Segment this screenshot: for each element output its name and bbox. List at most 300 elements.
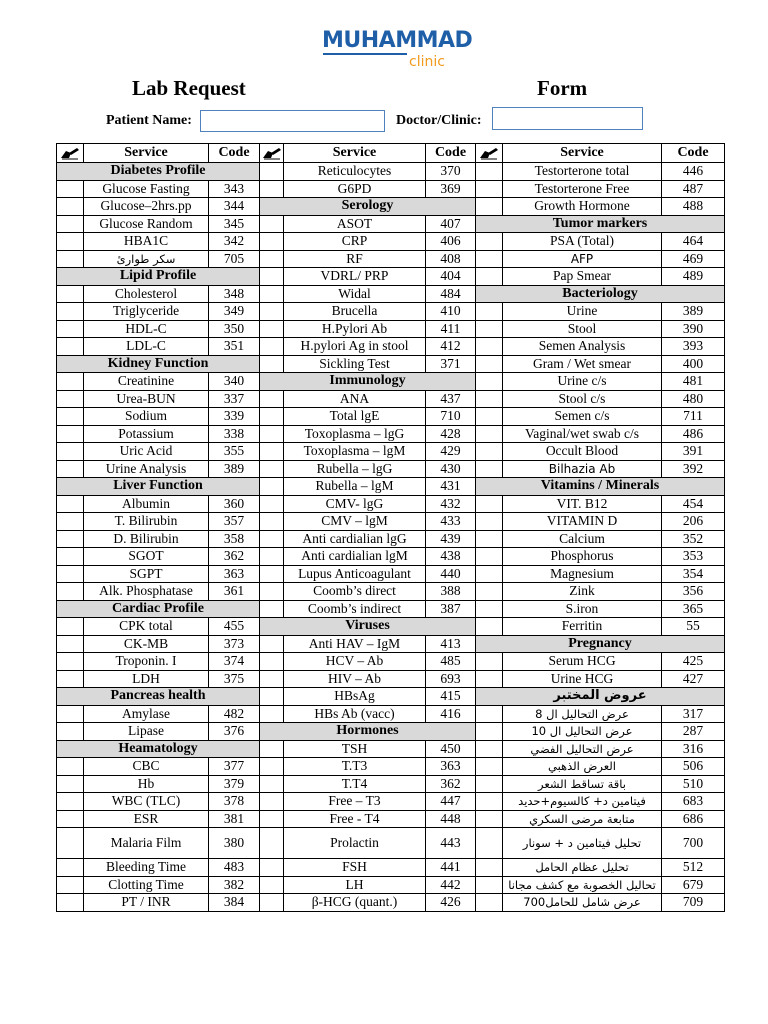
service-name: Lipase [84,723,209,741]
select-checkbox-serum-hcg[interactable] [476,653,503,671]
service-code: 413 [426,635,476,653]
service-code: 427 [662,670,725,688]
service-name: CPK total [84,618,209,636]
service-name: Clotting Time [84,876,209,894]
service-name: RF [284,250,426,268]
service-code: 408 [426,250,476,268]
select-checkbox-lupus-anticoagulant[interactable] [260,565,284,583]
service-name: CMV- lgG [284,495,426,513]
service-code: 384 [209,894,260,912]
service-code: 450 [426,740,476,758]
service-name: CBC [84,758,209,776]
service-name: T.T4 [284,775,426,793]
service-code: 345 [209,215,260,233]
select-checkbox-phosphorus[interactable] [476,548,503,566]
table-row [57,478,725,496]
select-checkbox-wbc-tlc[interactable] [57,793,84,811]
service-code: 206 [662,513,725,531]
table-row [57,670,725,688]
section-header-viruses: Viruses [260,618,476,636]
select-checkbox-t-t4[interactable] [260,775,284,793]
service-name: متابعة مرضى السكري [503,810,662,828]
select-checkbox-growth-hormone[interactable] [476,198,503,216]
select-checkbox-h-pylori-ag-in-stool[interactable] [260,338,284,356]
service-code: 693 [426,670,476,688]
service-code: 361 [209,583,260,601]
table-row [57,530,725,548]
service-name: Amylase [84,705,209,723]
service-name: Ferritin [503,618,662,636]
select-checkbox-offer-679[interactable] [476,876,503,894]
service-code: 391 [662,443,725,461]
service-code: 379 [209,775,260,793]
service-code: 387 [426,600,476,618]
select-checkbox-cbc[interactable] [57,758,84,776]
table-row [57,373,725,391]
select-checkbox-t-bilirubin[interactable] [57,513,84,531]
select-checkbox-potassium[interactable] [57,425,84,443]
service-code: 433 [426,513,476,531]
service-name: ASOT [284,215,426,233]
service-code: 348 [209,285,260,303]
service-name: تحليل عظام الحامل [503,859,662,877]
select-checkbox-hbs-ab-vacc[interactable] [260,705,284,723]
service-name: Growth Hormone [503,198,662,216]
service-name: Reticulocytes [284,163,426,181]
select-checkbox-anti-hav-igm[interactable] [260,635,284,653]
service-name: عرض التحاليل ال 8 [503,705,662,723]
service-code: 410 [426,303,476,321]
select-checkbox-testorterone-free[interactable] [476,180,503,198]
service-name: β-HCG (quant.) [284,894,426,912]
service-name: CRP [284,233,426,251]
select-checkbox-offer-683[interactable] [476,793,503,811]
select-checkbox-glucose-fasting[interactable] [57,180,84,198]
table-row [57,495,725,513]
select-checkbox-vit-b12[interactable] [476,495,503,513]
select-checkbox-malaria-film[interactable] [57,828,84,859]
section-header-kidney-function: Kidney Function [57,355,260,373]
select-checkbox-magnesium[interactable] [476,565,503,583]
select-checkbox-amylase[interactable] [57,705,84,723]
service-name: VIT. B12 [503,495,662,513]
service-name: H.Pylori Ab [284,320,426,338]
service-name: T. Bilirubin [84,513,209,531]
service-name: ANA [284,390,426,408]
doctor-clinic-label: Doctor/Clinic: [396,113,482,128]
hand-pen-icon [57,144,84,163]
select-checkbox-bleeding-time[interactable] [57,859,84,877]
select-checkbox-semen-analysis[interactable] [476,338,503,356]
service-name: Bleeding Time [84,859,209,877]
select-checkbox-psa-total[interactable] [476,233,503,251]
service-code: 411 [426,320,476,338]
table-row [57,355,725,373]
table-row [57,618,725,636]
service-code: 349 [209,303,260,321]
section-header-diabetes-profile: Diabetes Profile [57,163,260,181]
service-name: HCV – Ab [284,653,426,671]
service-name: Anti cardialian lgG [284,530,426,548]
select-checkbox-ck-mb[interactable] [57,635,84,653]
service-code: 390 [662,320,725,338]
select-checkbox-occult-blood[interactable] [476,443,503,461]
select-checkbox-ana[interactable] [260,390,284,408]
table-row [57,425,725,443]
select-checkbox-gram-wet-smear[interactable] [476,355,503,373]
select-checkbox-sgot[interactable] [57,548,84,566]
select-checkbox-d-bilirubin[interactable] [57,530,84,548]
service-name: Testorterone Free [503,180,662,198]
table-row [57,828,725,859]
select-checkbox-anti-cardialian-lgm[interactable] [260,548,284,566]
service-code: 363 [426,758,476,776]
select-checkbox-offer-686[interactable] [476,810,503,828]
select-checkbox-toxoplasma-lgg[interactable] [260,425,284,443]
service-name: Semen Analysis [503,338,662,356]
table-row [57,894,725,912]
column-header-code: Code [662,144,725,163]
service-code: 438 [426,548,476,566]
service-code: 412 [426,338,476,356]
select-checkbox-cmv-lgg[interactable] [260,495,284,513]
section-header-cardiac-profile: Cardiac Profile [57,600,260,618]
service-code: 355 [209,443,260,461]
service-code: 512 [662,859,725,877]
service-code: 484 [426,285,476,303]
service-code: 369 [426,180,476,198]
select-checkbox-uric-acid[interactable] [57,443,84,461]
select-checkbox-cpk-total[interactable] [57,618,84,636]
select-checkbox-albumin[interactable] [57,495,84,513]
select-checkbox-sgpt[interactable] [57,565,84,583]
service-code: 354 [662,565,725,583]
select-checkbox-stool-c-s[interactable] [476,390,503,408]
table-row [57,775,725,793]
service-name: LH [284,876,426,894]
table-row [57,583,725,601]
select-checkbox-rubella-lgg[interactable] [260,460,284,478]
service-name: Triglyceride [84,303,209,321]
select-checkbox-hdl-c[interactable] [57,320,84,338]
form-title-right: Form [537,76,588,100]
service-name: Potassium [84,425,209,443]
select-checkbox-urine-hcg[interactable] [476,670,503,688]
service-code: 430 [426,460,476,478]
service-code: 378 [209,793,260,811]
service-name: سكر طوارئ [84,250,209,268]
column-header-code: Code [426,144,476,163]
service-name: Urine [503,303,662,321]
table-row [57,320,725,338]
select-checkbox-afp[interactable] [476,250,503,268]
service-name: Pap Smear [503,268,662,286]
service-name: AFP [503,250,662,268]
service-code: 442 [426,876,476,894]
patient-name-label: Patient Name: [106,113,192,128]
service-code: 362 [209,548,260,566]
select-checkbox-tsh[interactable] [260,740,284,758]
service-code: 429 [426,443,476,461]
select-checkbox-pt-inr[interactable] [57,894,84,912]
select-checkbox-ferritin[interactable] [476,618,503,636]
doctor-clinic-input[interactable] [492,107,643,130]
service-code: 700 [662,828,725,859]
service-code: 287 [662,723,725,741]
select-checkbox-vaginal-wet-swab-c-s[interactable] [476,425,503,443]
select-checkbox-semen-c-s[interactable] [476,408,503,426]
service-name: Vaginal/wet swab c/s [503,425,662,443]
select-checkbox-glucose-random[interactable] [57,215,84,233]
select-checkbox-8[interactable] [476,705,503,723]
select-checkbox-vitamin-d[interactable] [476,513,503,531]
select-checkbox-vdrl-prp[interactable] [260,268,284,286]
service-code: 393 [662,338,725,356]
select-checkbox-free-t4[interactable] [260,810,284,828]
service-code: 485 [426,653,476,671]
service-name: Zink [503,583,662,601]
select-checkbox-rf[interactable] [260,250,284,268]
select-checkbox-urine-c-s[interactable] [476,373,503,391]
column-header-code: Code [209,144,260,163]
select-checkbox-urine[interactable] [476,303,503,321]
service-name: D. Bilirubin [84,530,209,548]
service-name: Free - T4 [284,810,426,828]
service-code: 55 [662,618,725,636]
service-code: 350 [209,320,260,338]
select-checkbox-offer-700[interactable] [476,828,503,859]
select-checkbox-coomb-s-indirect[interactable] [260,600,284,618]
select-checkbox-reticulocytes[interactable] [260,163,284,181]
logo-main-text: MUHAMMAD [322,28,473,53]
select-checkbox-cholesterol[interactable] [57,285,84,303]
section-header-serology: Serology [260,198,476,216]
select-checkbox-triglyceride[interactable] [57,303,84,321]
service-name: SGOT [84,548,209,566]
select-checkbox-calcium[interactable] [476,530,503,548]
select-checkbox-urine-analysis[interactable] [57,460,84,478]
service-code: 352 [662,530,725,548]
service-code: 480 [662,390,725,408]
service-name: TSH [284,740,426,758]
service-name: HDL-C [84,320,209,338]
select-checkbox-offer-512[interactable] [476,859,503,877]
select-checkbox-bilhazia-ab[interactable] [476,460,503,478]
table-row [57,250,725,268]
service-name: S.iron [503,600,662,618]
service-code: 454 [662,495,725,513]
service-name: ESR [84,810,209,828]
table-row [57,215,725,233]
service-name: Coomb’s indirect [284,600,426,618]
service-name: Bilhazia Ab [503,460,662,478]
select-checkbox-sickling-test[interactable] [260,355,284,373]
select-checkbox-creatinine[interactable] [57,373,84,391]
select-checkbox-fsh[interactable] [260,859,284,877]
service-code: 440 [426,565,476,583]
select-checkbox-offer-705[interactable] [57,250,84,268]
select-checkbox-asot[interactable] [260,215,284,233]
service-code: 431 [426,478,476,496]
service-name: Glucose–2hrs.pp [84,198,209,216]
service-code: 360 [209,495,260,513]
service-name: Urine c/s [503,373,662,391]
service-name: Prolactin [284,828,426,859]
select-checkbox-glucose-2hrs-pp[interactable] [57,198,84,216]
section-header-vitamins-minerals: Vitamins / Minerals [476,478,725,496]
table-row [57,285,725,303]
table-row [57,688,725,706]
select-checkbox-anti-cardialian-lgg[interactable] [260,530,284,548]
service-code: 389 [209,460,260,478]
select-checkbox-hb[interactable] [57,775,84,793]
select-checkbox-prolactin[interactable] [260,828,284,859]
select-checkbox-sodium[interactable] [57,408,84,426]
select-checkbox-widal[interactable] [260,285,284,303]
service-code: 469 [662,250,725,268]
service-name: HBsAg [284,688,426,706]
service-code: 486 [662,425,725,443]
service-code: 448 [426,810,476,828]
service-name: تحليل فيتامين د + سونار [503,828,662,859]
select-checkbox-toxoplasma-lgm[interactable] [260,443,284,461]
select-checkbox-urea-bun[interactable] [57,390,84,408]
select-checkbox-free-t3[interactable] [260,793,284,811]
column-header-service: Service [503,144,662,163]
section-header-heamatology: Heamatology [57,740,260,758]
table-row [57,635,725,653]
service-name: فيتامين د+ كالسيوم+حديد [503,793,662,811]
service-code: 426 [426,894,476,912]
section-header-pancreas-health: Pancreas health [57,688,260,706]
select-checkbox-zink[interactable] [476,583,503,601]
service-name: Malaria Film [84,828,209,859]
service-code: 317 [662,705,725,723]
service-name: Glucose Fasting [84,180,209,198]
service-name: HBs Ab (vacc) [284,705,426,723]
column-header-service: Service [84,144,209,163]
service-name: Coomb’s direct [284,583,426,601]
service-name: باقة تساقط الشعر [503,775,662,793]
service-code: 432 [426,495,476,513]
service-code: 686 [662,810,725,828]
service-code: 443 [426,828,476,859]
service-name: Total lgE [284,408,426,426]
select-checkbox-esr[interactable] [57,810,84,828]
select-checkbox-ldl-c[interactable] [57,338,84,356]
select-checkbox-pap-smear[interactable] [476,268,503,286]
select-checkbox-hcv-ab[interactable] [260,653,284,671]
select-checkbox-troponin-i[interactable] [57,653,84,671]
service-code: 374 [209,653,260,671]
select-checkbox-hcg-quant[interactable] [260,894,284,912]
table-row [57,163,725,181]
service-code: 407 [426,215,476,233]
service-name: Magnesium [503,565,662,583]
select-checkbox-offer-316[interactable] [476,740,503,758]
service-name: Stool c/s [503,390,662,408]
select-checkbox-crp[interactable] [260,233,284,251]
select-checkbox-coomb-s-direct[interactable] [260,583,284,601]
service-code: 481 [662,373,725,391]
service-name: Anti HAV – IgM [284,635,426,653]
section-header-bacteriology: Bacteriology [476,285,725,303]
service-name: FSH [284,859,426,877]
service-name: Serum HCG [503,653,662,671]
select-checkbox-ldh[interactable] [57,670,84,688]
patient-name-input[interactable] [200,110,385,132]
select-checkbox-stool[interactable] [476,320,503,338]
select-checkbox-brucella[interactable] [260,303,284,321]
table-row [57,390,725,408]
table-row [57,758,725,776]
service-code: 392 [662,460,725,478]
service-name: Brucella [284,303,426,321]
select-checkbox-cmv-lgm[interactable] [260,513,284,531]
service-code: 679 [662,876,725,894]
service-code: 446 [662,163,725,181]
select-checkbox-t-t3[interactable] [260,758,284,776]
table-row [57,705,725,723]
select-checkbox-lipase[interactable] [57,723,84,741]
select-checkbox-10[interactable] [476,723,503,741]
service-code: 370 [426,163,476,181]
table-row [57,740,725,758]
table-row [57,876,725,894]
service-name: عرض التحاليل ال 10 [503,723,662,741]
service-code: 400 [662,355,725,373]
select-checkbox-g6pd[interactable] [260,180,284,198]
select-checkbox-total-lge[interactable] [260,408,284,426]
service-name: Anti cardialian lgM [284,548,426,566]
service-code: 437 [426,390,476,408]
service-name: العرض الذهبي [503,758,662,776]
select-checkbox-lh[interactable] [260,876,284,894]
select-checkbox-hba1c[interactable] [57,233,84,251]
table-row [57,268,725,286]
select-checkbox-rubella-lgm[interactable] [260,478,284,496]
service-name: Stool [503,320,662,338]
service-code: 375 [209,670,260,688]
service-code: 416 [426,705,476,723]
service-name: Toxoplasma – lgG [284,425,426,443]
table-row [57,723,725,741]
table-row [57,443,725,461]
service-name: Lupus Anticoagulant [284,565,426,583]
select-checkbox-hbsag[interactable] [260,688,284,706]
select-checkbox-alk-phosphatase[interactable] [57,583,84,601]
select-checkbox-h-pylori-ab[interactable] [260,320,284,338]
service-code: 455 [209,618,260,636]
service-code: 343 [209,180,260,198]
column-header-service: Service [284,144,426,163]
select-checkbox-clotting-time[interactable] [57,876,84,894]
service-code: 344 [209,198,260,216]
select-checkbox-offer-506[interactable] [476,758,503,776]
select-checkbox-hiv-ab[interactable] [260,670,284,688]
service-code: 357 [209,513,260,531]
select-checkbox-s-iron[interactable] [476,600,503,618]
select-checkbox-offer-510[interactable] [476,775,503,793]
clinic-logo [322,24,473,70]
select-checkbox-testorterone-total[interactable] [476,163,503,181]
service-code: 380 [209,828,260,859]
select-checkbox-700[interactable] [476,894,503,912]
service-code: 381 [209,810,260,828]
service-name: LDH [84,670,209,688]
service-name: Troponin. I [84,653,209,671]
service-code: 709 [662,894,725,912]
